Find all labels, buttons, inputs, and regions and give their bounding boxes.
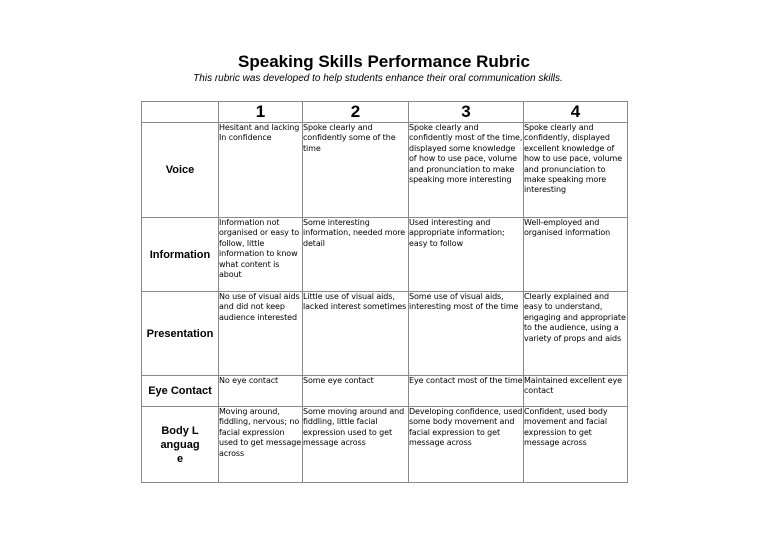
- voice-level-1-text: Hesitant and lacking In confidence: [219, 123, 300, 143]
- body-language-level-4: Confident, used body movement and facial expression to get message across: [524, 407, 628, 483]
- rubric-table: [141, 101, 628, 483]
- score-header-3: 3: [409, 102, 524, 123]
- presentation-level-3: Some use of visual aids, interesting most of the time: [409, 292, 524, 376]
- rubric-row-voice: [142, 123, 628, 218]
- score-header-1: 1: [219, 102, 303, 123]
- criterion-eye-contact: Eye Contact: [142, 376, 219, 407]
- page-subtitle: This rubric was developed to help students enhance their oral communication skills.: [193, 73, 563, 84]
- body-language-level-2: Some moving around and fiddling, little facial expression used to get message across: [303, 407, 409, 483]
- criterion-body-language-label: Body Language: [160, 424, 200, 465]
- body-language-level-1: Moving around, fiddling, nervous; no facial expression used to get message across: [219, 407, 303, 483]
- criterion-information: Information: [142, 218, 219, 292]
- page-title: Speaking Skills Performance Rubric: [238, 52, 530, 71]
- criterion-presentation: Presentation: [142, 292, 219, 376]
- presentation-level-2: Little use of visual aids, lacked interest sometimes: [303, 292, 409, 376]
- header-corner-cell: [142, 102, 219, 123]
- voice-level-1: [219, 123, 303, 218]
- voice-level-4: Spoke clearly and confidently, displayed excellent knowledge of how to use pace, volume and pronunciation to make speaking more interesting: [524, 123, 628, 218]
- eye-contact-level-1: No eye contact: [219, 376, 303, 407]
- information-level-4: Well-employed and organised information: [524, 218, 628, 292]
- score-header-row: [142, 102, 628, 123]
- eye-contact-level-4: Maintained excellent eye contact: [524, 376, 628, 407]
- body-language-level-3: Developing confidence, used some body movement and facial expression to get message across: [409, 407, 524, 483]
- presentation-level-1: No use of visual aids and did not keep audience interested: [219, 292, 303, 376]
- eye-contact-level-3: Eye contact most of the time: [409, 376, 524, 407]
- rubric-row-presentation: [142, 292, 628, 376]
- eye-contact-level-2: Some eye contact: [303, 376, 409, 407]
- information-level-1: Information not organised or easy to follow, little information to know what content is about: [219, 218, 303, 292]
- score-header-2: 2: [303, 102, 409, 123]
- criterion-body-language: [142, 407, 219, 483]
- rubric-row-body-language: [142, 407, 628, 483]
- voice-level-2: Spoke clearly and confidently some of the time: [303, 123, 409, 218]
- presentation-level-4: Clearly explained and easy to understand, engaging and appropriate to the audience, using a variety of props and aids: [524, 292, 628, 376]
- information-level-3: Used interesting and appropriate information; easy to follow: [409, 218, 524, 292]
- voice-level-3: Spoke clearly and confidently most of the time, displayed some knowledge of how to use pace, volume and pronunciation to make speaking more interesting: [409, 123, 524, 218]
- score-header-4: 4: [524, 102, 628, 123]
- rubric-row-eye-contact: [142, 376, 628, 407]
- criterion-voice: Voice: [142, 123, 219, 218]
- rubric-row-information: [142, 218, 628, 292]
- information-level-2: Some interesting information, needed more detail: [303, 218, 409, 292]
